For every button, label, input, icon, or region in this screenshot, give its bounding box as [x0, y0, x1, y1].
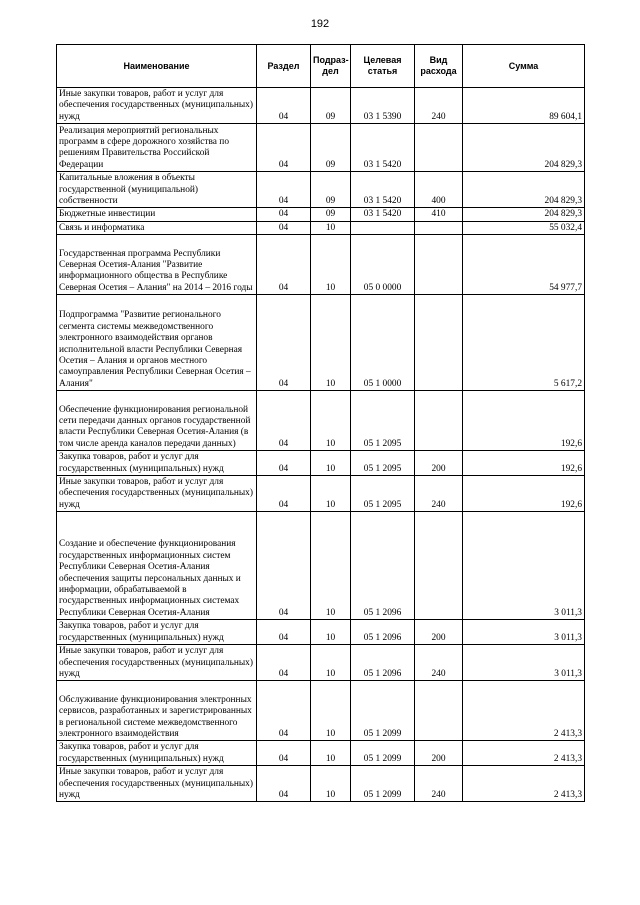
table-row — [57, 512, 585, 620]
cell-name: Бюджетные инвестиции — [57, 208, 257, 221]
cell-amount: 5 617,2 — [463, 295, 585, 391]
cell-target: 05 1 2096 — [351, 645, 415, 681]
cell-section: 04 — [257, 221, 311, 234]
cell-section: 04 — [257, 295, 311, 391]
cell-section: 04 — [257, 645, 311, 681]
table-row — [57, 235, 585, 295]
cell-amount: 2 413,3 — [463, 681, 585, 741]
cell-type: 240 — [415, 476, 463, 512]
cell-section: 04 — [257, 172, 311, 208]
cell-section: 04 — [257, 88, 311, 124]
cell-amount: 89 604,1 — [463, 88, 585, 124]
cell-subsection: 10 — [311, 741, 351, 766]
header-target: Целевая статья — [351, 45, 415, 88]
cell-type: 240 — [415, 645, 463, 681]
cell-name: Обеспечение функционирования региональной сети передачи данных органов государственной власти Республики Северная Осетия-Алания (в том числе аренда каналов передачи данных) — [57, 391, 257, 451]
cell-name: Закупка товаров, работ и услуг для государственных (муниципальных) нужд — [57, 741, 257, 766]
cell-amount: 3 011,3 — [463, 512, 585, 620]
cell-section: 04 — [257, 391, 311, 451]
cell-type — [415, 235, 463, 295]
cell-type: 240 — [415, 88, 463, 124]
cell-type: 200 — [415, 741, 463, 766]
cell-subsection: 10 — [311, 391, 351, 451]
cell-section: 04 — [257, 741, 311, 766]
cell-subsection: 09 — [311, 124, 351, 172]
cell-type: 240 — [415, 766, 463, 802]
cell-name: Реализация мероприятий региональных программ в сфере дорожного хозяйства по решениям Правительства Российской Федерации — [57, 124, 257, 172]
cell-target: 05 1 0000 — [351, 295, 415, 391]
table-body — [57, 88, 585, 802]
cell-name: Государственная программа Республики Северная Осетия-Алания "Развитие информационного общества в Республике Северная Осетия – Алания" на 2014 – 2016 годы — [57, 235, 257, 295]
cell-type: 410 — [415, 208, 463, 221]
cell-subsection: 10 — [311, 451, 351, 476]
table-row — [57, 391, 585, 451]
cell-subsection: 10 — [311, 620, 351, 645]
cell-section: 04 — [257, 476, 311, 512]
cell-name: Создание и обеспечение функционирования государственных информационных систем Республики Северная Осетия-Алания обеспечения защиты персональных данных и информации, обрабатываемой в государственных информационных системах Республики Северная Осетия-Алания — [57, 512, 257, 620]
cell-amount: 192,6 — [463, 391, 585, 451]
cell-amount: 2 413,3 — [463, 766, 585, 802]
cell-subsection: 10 — [311, 512, 351, 620]
cell-type — [415, 295, 463, 391]
cell-name: Иные закупки товаров, работ и услуг для обеспечения государственных (муниципальных) нужд — [57, 88, 257, 124]
cell-name: Иные закупки товаров, работ и услуг для обеспечения государственных (муниципальных) нужд — [57, 476, 257, 512]
cell-name: Обслуживание функционирования электронных сервисов, разработанных и зарегистрированных в региональной системе межведомственного электронного взаимодействия — [57, 681, 257, 741]
header-amount: Сумма — [463, 45, 585, 88]
cell-target: 05 1 2099 — [351, 741, 415, 766]
cell-target: 03 1 5390 — [351, 88, 415, 124]
cell-amount: 204 829,3 — [463, 124, 585, 172]
cell-name: Закупка товаров, работ и услуг для государственных (муниципальных) нужд — [57, 620, 257, 645]
cell-amount: 192,6 — [463, 476, 585, 512]
cell-section: 04 — [257, 208, 311, 221]
cell-section: 04 — [257, 766, 311, 802]
cell-type: 200 — [415, 451, 463, 476]
table-row — [57, 295, 585, 391]
cell-target: 05 1 2095 — [351, 476, 415, 512]
cell-target: 03 1 5420 — [351, 208, 415, 221]
cell-subsection: 10 — [311, 476, 351, 512]
cell-section: 04 — [257, 681, 311, 741]
cell-subsection: 10 — [311, 766, 351, 802]
cell-target: 05 1 2095 — [351, 391, 415, 451]
cell-subsection: 10 — [311, 645, 351, 681]
cell-name: Иные закупки товаров, работ и услуг для обеспечения государственных (муниципальных) нужд — [57, 766, 257, 802]
cell-type — [415, 512, 463, 620]
cell-target: 05 1 2099 — [351, 681, 415, 741]
cell-section: 04 — [257, 451, 311, 476]
cell-subsection: 10 — [311, 295, 351, 391]
header-expense-type: Вид расхода — [415, 45, 463, 88]
cell-subsection: 10 — [311, 235, 351, 295]
cell-amount: 2 413,3 — [463, 741, 585, 766]
cell-subsection: 09 — [311, 172, 351, 208]
cell-target: 05 1 2099 — [351, 766, 415, 802]
table-header-row — [57, 45, 585, 88]
cell-name: Подпрограмма "Развитие регионального сегмента системы межведомственного электронного взаимодействия органов исполнительной власти Республики Северная Осетия – Алания и органов местного самоуправления Республики Северная Осетия – Алания" — [57, 295, 257, 391]
cell-amount: 204 829,3 — [463, 172, 585, 208]
cell-type — [415, 124, 463, 172]
table-row — [57, 88, 585, 124]
cell-name: Капитальные вложения в объекты государственной (муниципальной) собственности — [57, 172, 257, 208]
header-subsection: Подраз- дел — [311, 45, 351, 88]
cell-type — [415, 221, 463, 234]
budget-table — [56, 44, 585, 802]
cell-section: 04 — [257, 124, 311, 172]
cell-type: 200 — [415, 620, 463, 645]
header-section: Раздел — [257, 45, 311, 88]
table-row — [57, 172, 585, 208]
cell-name: Иные закупки товаров, работ и услуг для обеспечения государственных (муниципальных) нужд — [57, 645, 257, 681]
table-row — [57, 620, 585, 645]
table-row — [57, 741, 585, 766]
cell-amount: 3 011,3 — [463, 620, 585, 645]
cell-section: 04 — [257, 620, 311, 645]
cell-target — [351, 221, 415, 234]
cell-subsection: 09 — [311, 208, 351, 221]
table-row — [57, 645, 585, 681]
cell-target: 03 1 5420 — [351, 124, 415, 172]
cell-section: 04 — [257, 235, 311, 295]
cell-amount: 192,6 — [463, 451, 585, 476]
table-row — [57, 766, 585, 802]
cell-amount: 55 032,4 — [463, 221, 585, 234]
cell-amount: 3 011,3 — [463, 645, 585, 681]
cell-target: 05 0 0000 — [351, 235, 415, 295]
cell-subsection: 10 — [311, 221, 351, 234]
cell-target: 05 1 2096 — [351, 512, 415, 620]
table-row — [57, 681, 585, 741]
cell-name: Закупка товаров, работ и услуг для государственных (муниципальных) нужд — [57, 451, 257, 476]
cell-section: 04 — [257, 512, 311, 620]
cell-type: 400 — [415, 172, 463, 208]
table-row — [57, 221, 585, 234]
header-name: Наименование — [57, 45, 257, 88]
cell-target: 05 1 2096 — [351, 620, 415, 645]
page-number: 192 — [310, 18, 330, 30]
cell-type — [415, 391, 463, 451]
cell-name: Связь и информатика — [57, 221, 257, 234]
table-row — [57, 208, 585, 221]
cell-target: 03 1 5420 — [351, 172, 415, 208]
cell-subsection: 10 — [311, 681, 351, 741]
table-row — [57, 476, 585, 512]
cell-subsection: 09 — [311, 88, 351, 124]
cell-amount: 204 829,3 — [463, 208, 585, 221]
cell-target: 05 1 2095 — [351, 451, 415, 476]
table-row — [57, 124, 585, 172]
cell-amount: 54 977,7 — [463, 235, 585, 295]
cell-type — [415, 681, 463, 741]
table-row — [57, 451, 585, 476]
